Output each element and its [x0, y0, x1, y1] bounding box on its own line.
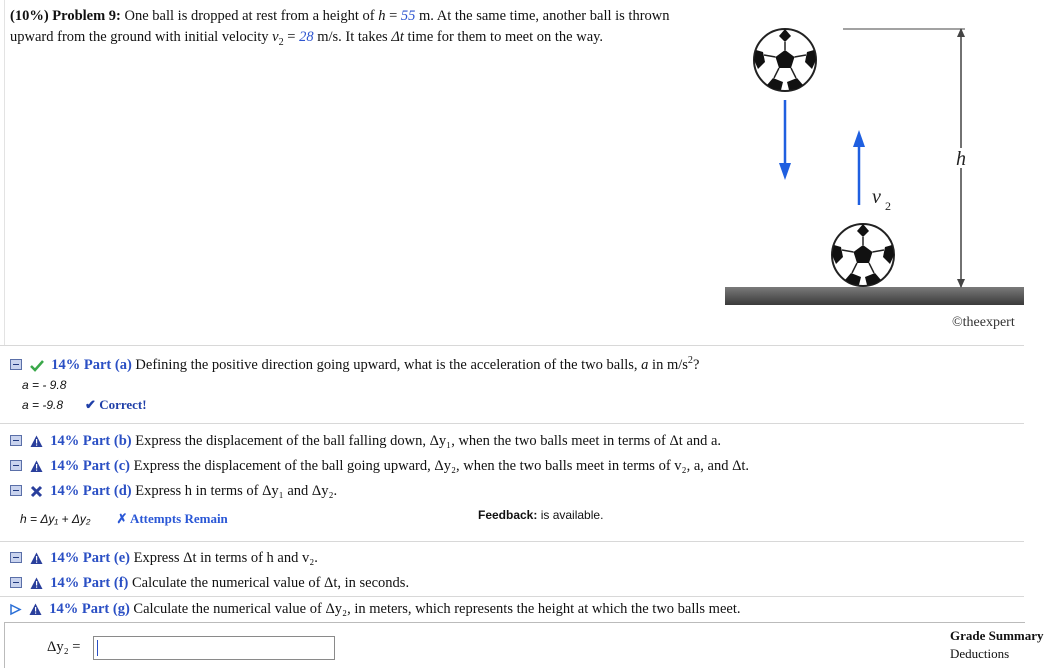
x-mark-icon — [30, 485, 43, 498]
h-value: 55 — [400, 8, 416, 24]
part-label[interactable]: Part (d) — [82, 483, 132, 499]
dt-symbol: Δt — [391, 29, 404, 45]
equals: = — [385, 8, 401, 24]
warning-icon — [30, 435, 43, 448]
a-symbol: a — [641, 356, 649, 373]
part-label[interactable]: Part (c) — [82, 458, 130, 474]
up-arrow-icon — [853, 130, 865, 205]
part-question: Defining the positive direction going upward, what is the acceleration of the two balls, — [135, 356, 638, 373]
part-b — [10, 433, 721, 450]
part-g — [10, 601, 740, 618]
part-d — [10, 483, 337, 500]
warning-icon — [30, 552, 43, 565]
v2-value: 28 — [299, 29, 314, 45]
grade-summary-title: Grade Summary — [950, 628, 1044, 643]
part-weight: 14% — [49, 601, 79, 617]
collapse-toggle[interactable] — [10, 359, 22, 370]
problem-weight: (10%) — [10, 8, 49, 24]
rising-ball — [832, 224, 894, 286]
part-question: Express Δt in terms of h and v₂. — [133, 550, 318, 566]
part-weight: 14% — [50, 575, 80, 591]
collapse-toggle[interactable] — [10, 435, 22, 446]
copyright: ©theexpert — [952, 315, 1015, 330]
problem-figure — [715, 15, 1024, 335]
part-label[interactable]: Part (a) — [83, 356, 132, 373]
part-question: Express h in terms of Δy₁ and Δy₂. — [135, 483, 338, 499]
down-arrow-icon — [779, 100, 791, 180]
equals: = — [283, 29, 300, 45]
part-weight: 14% — [50, 550, 80, 566]
part-question: Calculate the numerical value of Δt, in seconds. — [131, 575, 410, 591]
part-label[interactable]: Part (g) — [81, 601, 130, 617]
input-label: Δy₂ = — [47, 639, 81, 655]
status-text: Attempts Remain — [129, 511, 228, 526]
warning-icon — [29, 603, 42, 616]
problem-text: time for them to meet on the way. — [407, 29, 604, 45]
falling-ball — [754, 29, 816, 91]
v2-label: v — [872, 186, 881, 208]
v2-sub: 2 — [278, 36, 284, 48]
part-question: Calculate the numerical value of Δy₂, in meters, which represents the height at which the two balls meet. — [133, 601, 741, 617]
problem-text: m/s. It takes — [317, 29, 388, 45]
part-question: Express the displacement of the ball falling down, Δy₁, when the two balls meet in terms of Δt and a. — [135, 433, 722, 449]
divider — [0, 345, 1024, 346]
part-weight: 14% — [50, 458, 80, 474]
left-border — [4, 0, 5, 345]
status-text: Correct! — [99, 397, 147, 412]
v2-symbol: v — [272, 29, 279, 45]
h-label: h — [956, 148, 966, 170]
problem-statement — [10, 6, 700, 53]
part-f — [10, 575, 409, 592]
part-weight: 14% — [50, 433, 80, 449]
collapse-toggle[interactable] — [10, 460, 22, 471]
divider — [0, 423, 1024, 424]
divider — [0, 596, 1024, 597]
problem-label: Problem 9: — [52, 8, 121, 24]
part-question: Express the displacement of the ball going upward, Δy₂, when the two balls meet in terms of v₂, a, and Δt. — [133, 458, 750, 474]
part-e — [10, 550, 318, 567]
answer-value: h = Δy₁ + Δy₂ — [20, 512, 91, 526]
part-label[interactable]: Part (e) — [82, 550, 130, 566]
status-badge: ✗ Attempts Remain — [116, 511, 228, 526]
answer-a-1: a = - 9.8 — [22, 378, 67, 392]
part-weight: 14% — [51, 356, 81, 373]
expand-arrow-icon[interactable] — [10, 604, 21, 615]
answer-value: a = -9.8 — [22, 398, 64, 412]
text-cursor — [97, 640, 98, 656]
answer-input[interactable] — [93, 636, 335, 660]
checkmark-icon — [30, 359, 44, 373]
unit-sup: 2 — [687, 355, 693, 366]
feedback-text: is available. — [540, 508, 604, 522]
status-badge: ✔ Correct! — [85, 397, 147, 412]
feedback — [478, 508, 603, 522]
v2-label-sub: 2 — [885, 199, 891, 213]
h-symbol: h — [378, 8, 386, 24]
divider — [0, 541, 1024, 542]
problem-text: One ball is dropped at rest from a height of — [124, 8, 375, 24]
collapse-toggle[interactable] — [10, 577, 22, 588]
answer-a-2 — [22, 396, 147, 414]
warning-icon — [30, 460, 43, 473]
part-question: ? — [692, 356, 700, 373]
problem-text: m. At the same time, another ball is thrown upward from the ground with initial velocity — [10, 8, 670, 45]
part-label[interactable]: Part (b) — [82, 433, 132, 449]
part-c — [10, 458, 749, 475]
ground — [725, 287, 1024, 305]
answer-d — [20, 510, 228, 528]
part-a — [10, 355, 699, 374]
collapse-toggle[interactable] — [10, 485, 22, 496]
feedback-label[interactable]: Feedback: — [478, 508, 538, 522]
part-label[interactable]: Part (f) — [82, 575, 129, 591]
collapse-toggle[interactable] — [10, 552, 22, 563]
warning-icon — [30, 577, 43, 590]
part-weight: 14% — [50, 483, 80, 499]
grade-deductions: Deductions — [950, 646, 1010, 661]
part-question: in m/s — [652, 356, 688, 373]
